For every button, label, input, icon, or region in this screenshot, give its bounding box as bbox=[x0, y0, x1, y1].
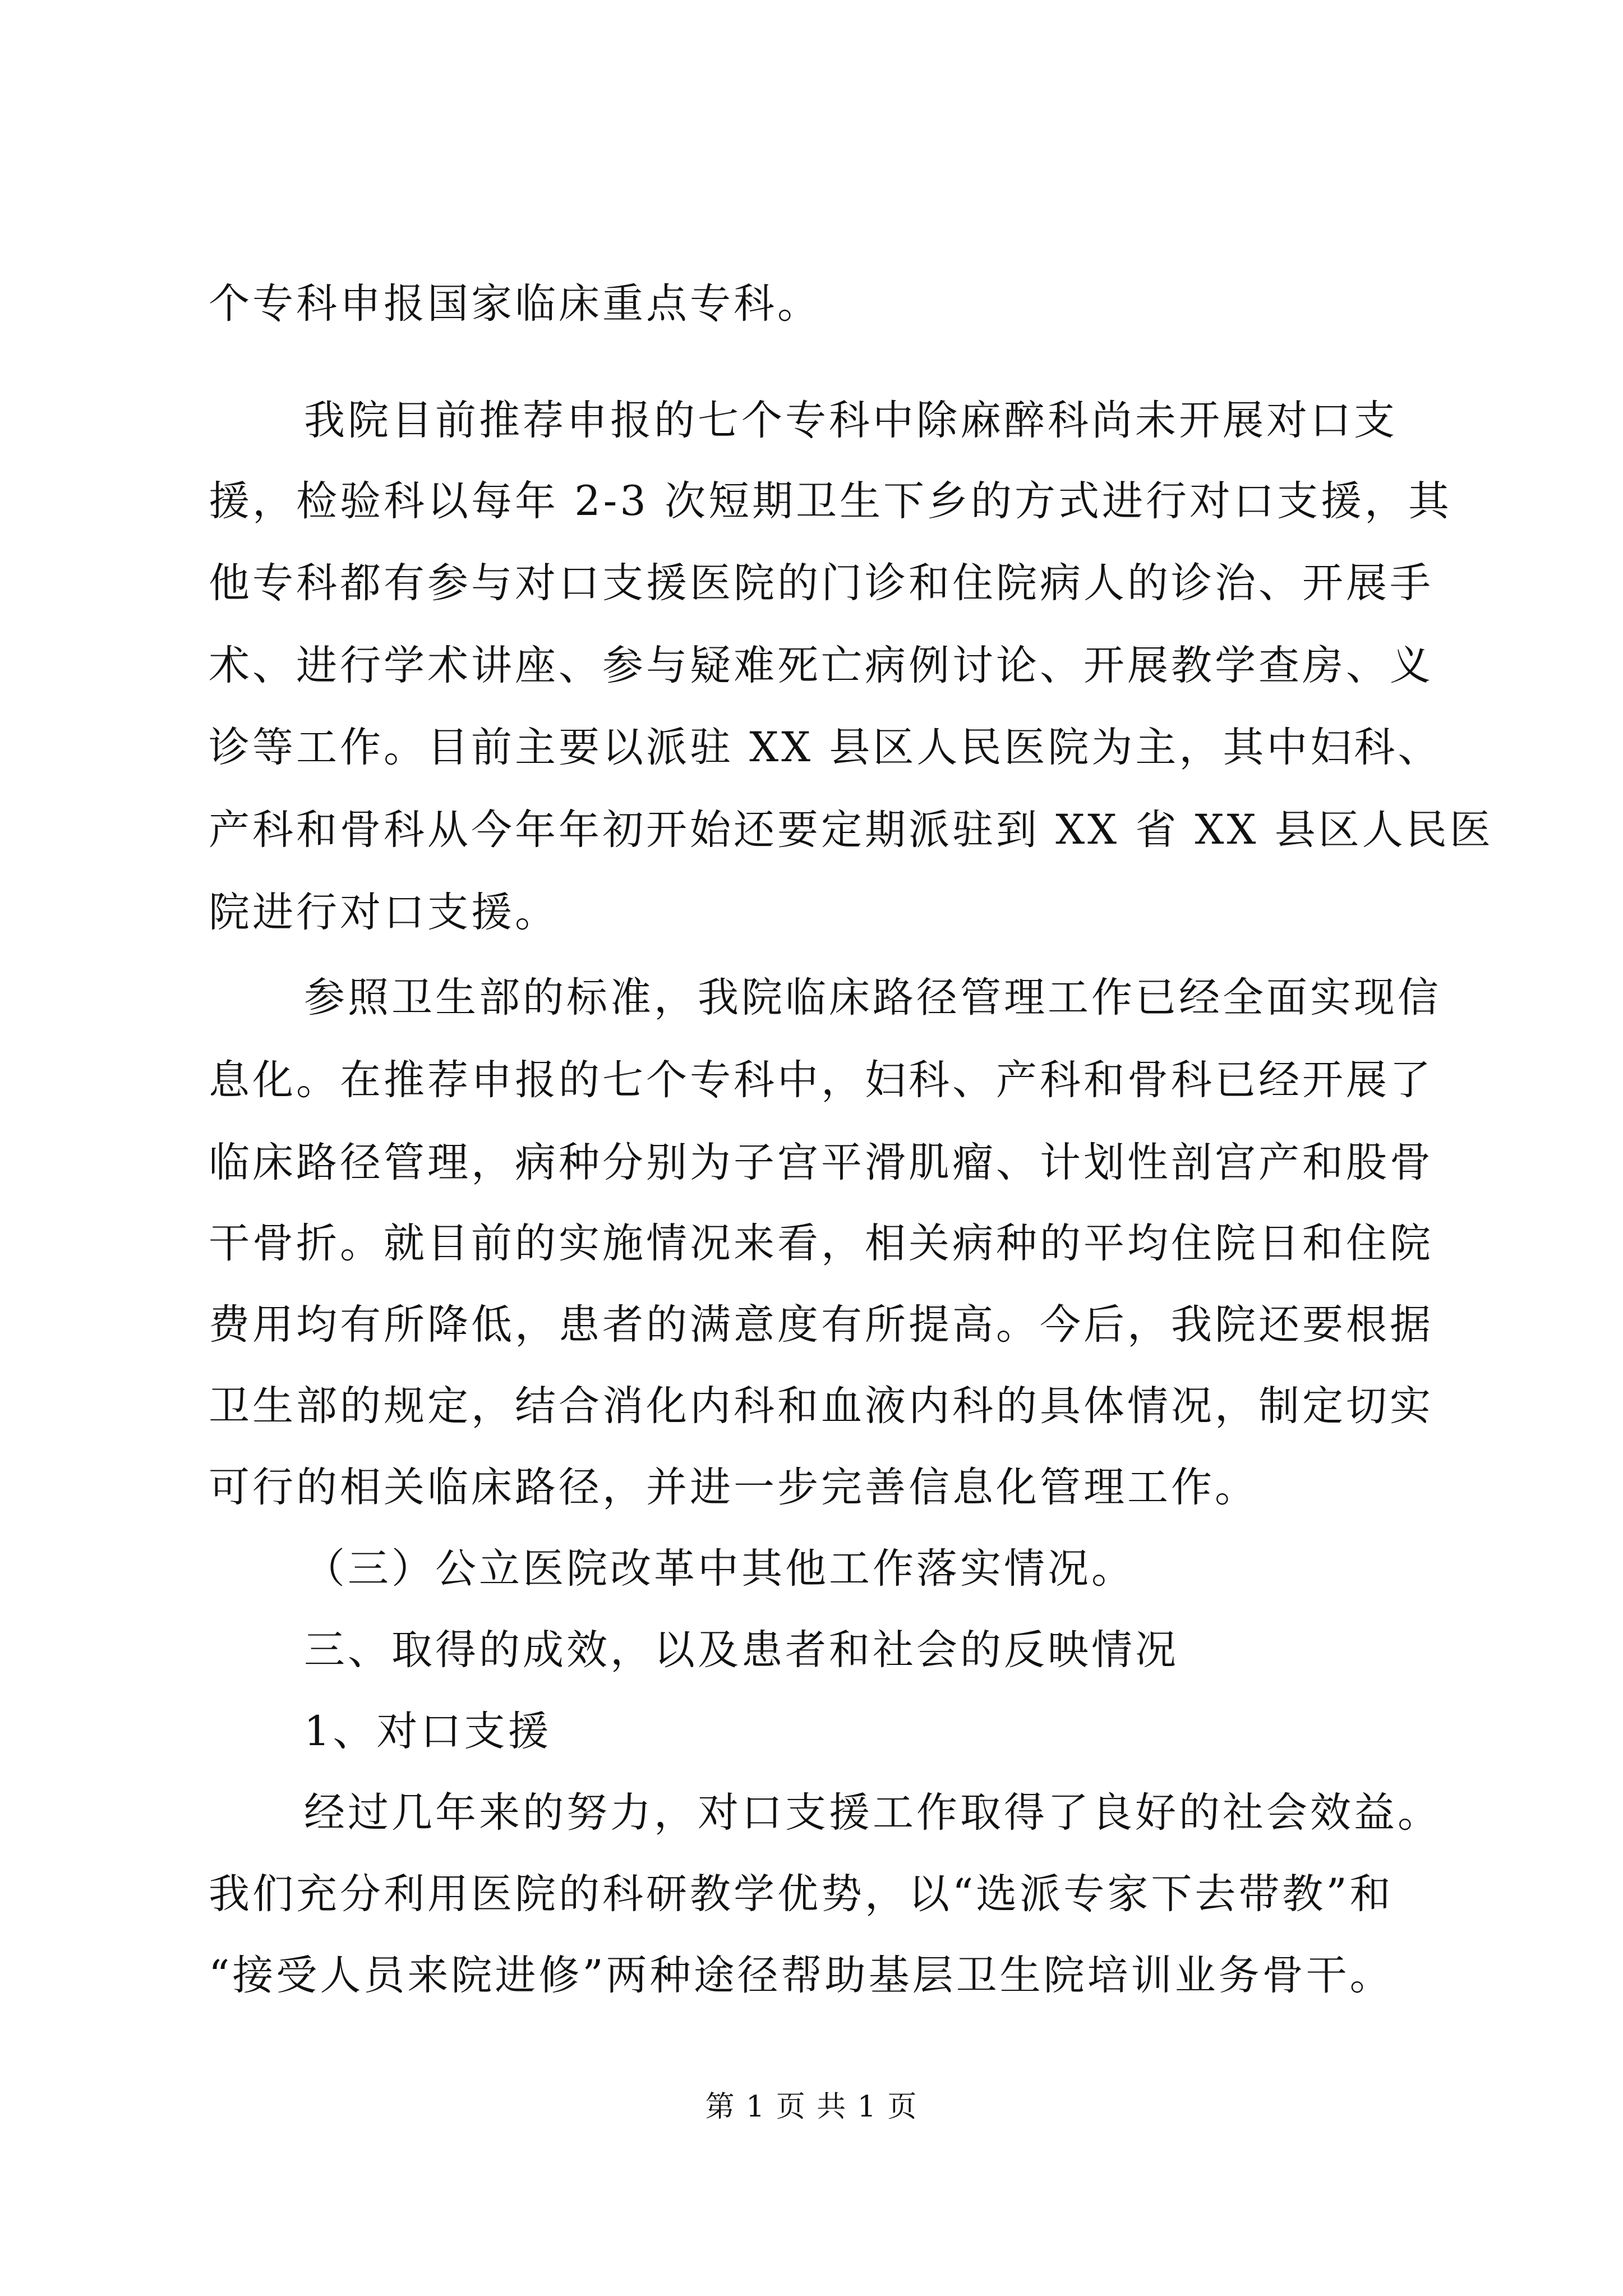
text-line: 院进行对口支援。 bbox=[209, 889, 559, 936]
subsection-heading: 1、对口支援 bbox=[304, 1708, 552, 1755]
text-line: “接受人员来院进修”两种途径帮助基层卫生院培训业务骨干。 bbox=[209, 1952, 1394, 1999]
text-line: 卫生部的规定，结合消化内科和血液内科的具体情况，制定切实 bbox=[209, 1382, 1433, 1430]
text-line: 息化。在推荐申报的七个专科中，妇科、产科和骨科已经开展了 bbox=[209, 1056, 1433, 1104]
text-line: 术、进行学术讲座、参与疑难死亡病例讨论、开展教学查房、义 bbox=[209, 642, 1433, 689]
text-line: 产科和骨科从今年年初开始还要定期派驻到 XX 省 XX 县区人民医 bbox=[209, 806, 1493, 854]
page-number: 第 1 页 共 1 页 bbox=[705, 2090, 918, 2124]
text-line: 个专科申报国家临床重点专科。 bbox=[209, 280, 821, 328]
text-line: 临床路径管理，病种分别为子宫平滑肌瘤、计划性剖宫产和股骨 bbox=[209, 1139, 1433, 1186]
text-line: 他专科都有参与对口支援医院的门诊和住院病人的诊治、开展手 bbox=[209, 559, 1433, 607]
text-line: 我院目前推荐申报的七个专科中除麻醉科尚未开展对口支 bbox=[304, 397, 1398, 444]
text-line: （三）公立医院改革中其他工作落实情况。 bbox=[304, 1545, 1135, 1593]
text-line: 诊等工作。目前主要以派驻 XX 县区人民医院为主，其中妇科、 bbox=[209, 724, 1442, 771]
text-line: 可行的相关临床路径，并进一步完善信息化管理工作。 bbox=[209, 1464, 1258, 1511]
text-line: 干骨折。就目前的实施情况来看，相关病种的平均住院日和住院 bbox=[209, 1220, 1433, 1267]
text-line: 参照卫生部的标准，我院临床路径管理工作已经全面实现信 bbox=[304, 974, 1441, 1022]
text-line: 我们充分利用医院的科研教学优势，以“选派专家下去带教”和 bbox=[209, 1870, 1394, 1918]
text-line: 经过几年来的努力，对口支援工作取得了良好的社会效益。 bbox=[304, 1789, 1441, 1837]
text-line: 费用均有所降低，患者的满意度有所提高。今后，我院还要根据 bbox=[209, 1301, 1433, 1349]
section-heading: 三、取得的成效，以及患者和社会的反映情况 bbox=[304, 1626, 1179, 1674]
text-line: 援，检验科以每年 2-3 次短期卫生下乡的方式进行对口支援，其 bbox=[209, 477, 1452, 525]
